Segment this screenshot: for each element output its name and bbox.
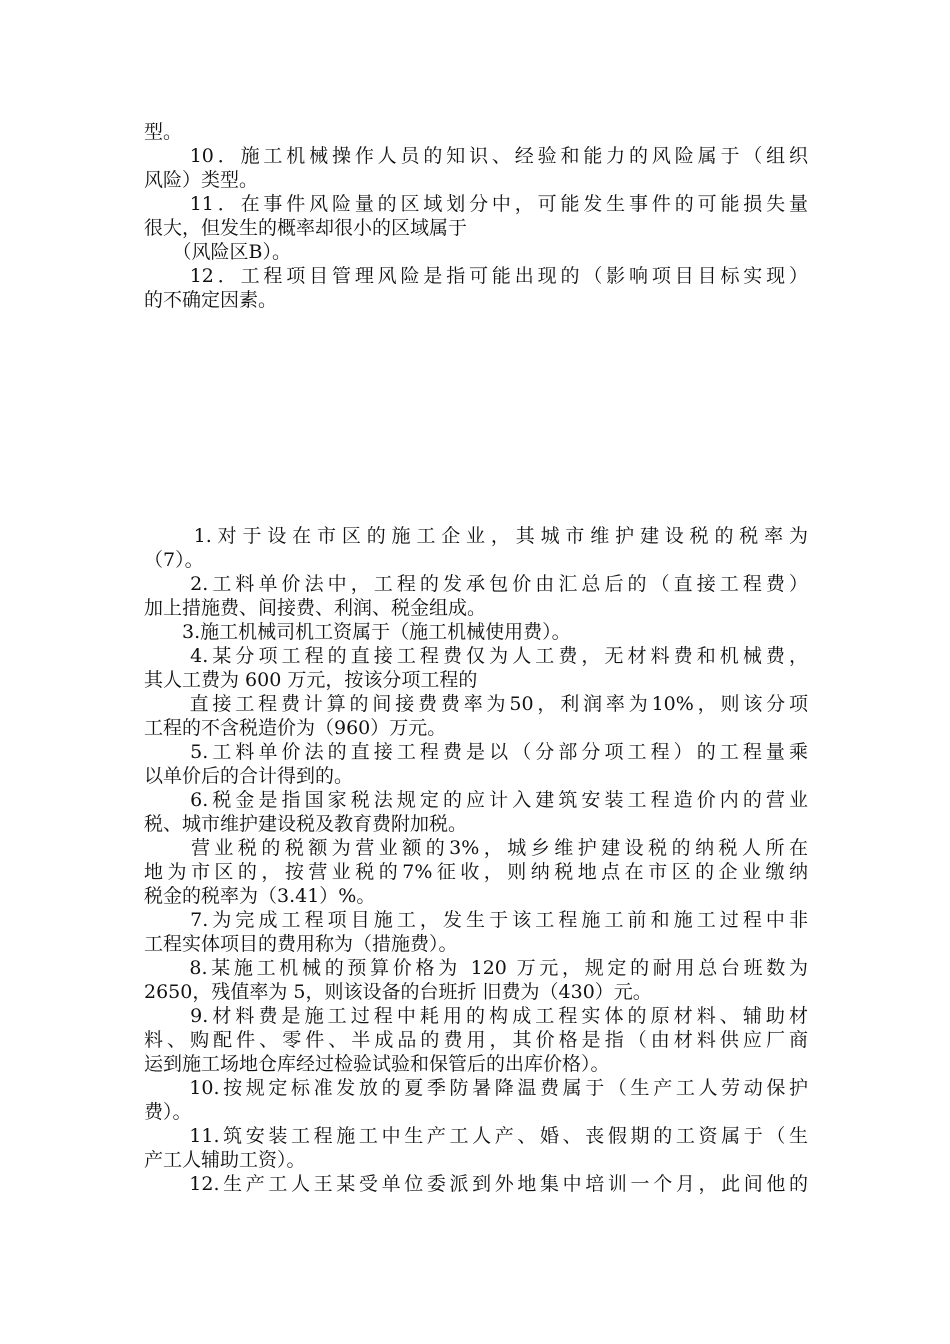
text-line: 料、购配件、零件、半成品的费用，其价格是指（由材料供应厂商 [144,1029,808,1051]
text-line: 4.某分项工程的直接工程费仅为人工费，无材料费和机械费， [144,645,808,667]
text-line: 2650，残值率为 5，则该设备的台班折 旧费为（430）元。 [144,981,652,1003]
text-line: 6.税金是指国家税法规定的应计入建筑安装工程造价内的营业 [144,789,808,811]
text-line: 8.某施工机械的预算价格为 120 万元，规定的耐用总台班数为 [144,957,808,979]
text-line: 税金的税率为（3.41）%。 [144,885,376,907]
text-line: （风险区B）。 [144,241,291,263]
text-line: 12.生产工人王某受单位委派到外地集中培训一个月，此间他的 [144,1173,808,1195]
text-line: 10．施工机械操作人员的知识、经验和能力的风险属于（组织 [144,145,808,167]
text-line: 以单价后的合计得到的。 [144,765,354,787]
text-line: 加上措施费、间接费、利润、税金组成。 [144,597,487,619]
text-line: 其人工费为 600 万元，按该分项工程的 [144,669,478,691]
text-line: 产工人辅助工资）。 [144,1149,306,1171]
text-line: 工程实体项目的费用称为（措施费）。 [144,933,458,955]
risk-questions-section [144,120,808,312]
text-line: 9.材料费是施工过程中耗用的构成工程实体的原材料、辅助材 [144,1005,808,1027]
text-line: 11.筑安装工程施工中生产工人产、婚、丧假期的工资属于（生 [144,1125,808,1147]
text-line: 2.工料单价法中，工程的发承包价由汇总后的（直接工程费） [144,573,808,595]
text-line: 3.施工机械司机工资属于（施工机械使用费）。 [144,621,571,643]
text-line: 10.按规定标准发放的夏季防暑降温费属于（生产工人劳动保护 [144,1077,808,1099]
text-line: 12．工程项目管理风险是指可能出现的（影响项目目标实现） [144,265,808,287]
text-line: 工程的不含税造价为（960）万元。 [144,717,447,739]
text-line: 1.对于设在市区的施工企业，其城市维护建设税的税率为 [144,525,808,547]
text-line: 风险）类型。 [144,169,259,191]
text-line: 运到施工场地仓库经过检验试验和保管后的出库价格）。 [144,1053,610,1075]
text-line: 营业税的税额为营业额的3%，城乡维护建设税的纳税人所在 [144,837,808,859]
text-line: （7）。 [144,549,204,571]
text-line: 7.为完成工程项目施工，发生于该工程施工前和施工过程中非 [144,909,808,931]
text-line: 5.工料单价法的直接工程费是以（分部分项工程）的工程量乘 [144,741,808,763]
text-line: 直接工程费计算的间接费费率为50，利润率为10%，则该分项 [144,693,808,715]
text-line: 费）。 [144,1101,192,1123]
text-line: 很大，但发生的概率却很小的区域属于 [144,217,468,239]
text-line: 型。 [144,121,183,143]
text-line: 11．在事件风险量的区域划分中，可能发生事件的可能损失量 [144,193,808,215]
cost-questions-section [144,524,808,1196]
text-line: 的不确定因素。 [144,289,278,311]
text-line: 地为市区的，按营业税的7%征收，则纳税地点在市区的企业缴纳 [144,861,808,883]
text-line: 税、城市维护建设税及教育费附加税。 [144,813,468,835]
